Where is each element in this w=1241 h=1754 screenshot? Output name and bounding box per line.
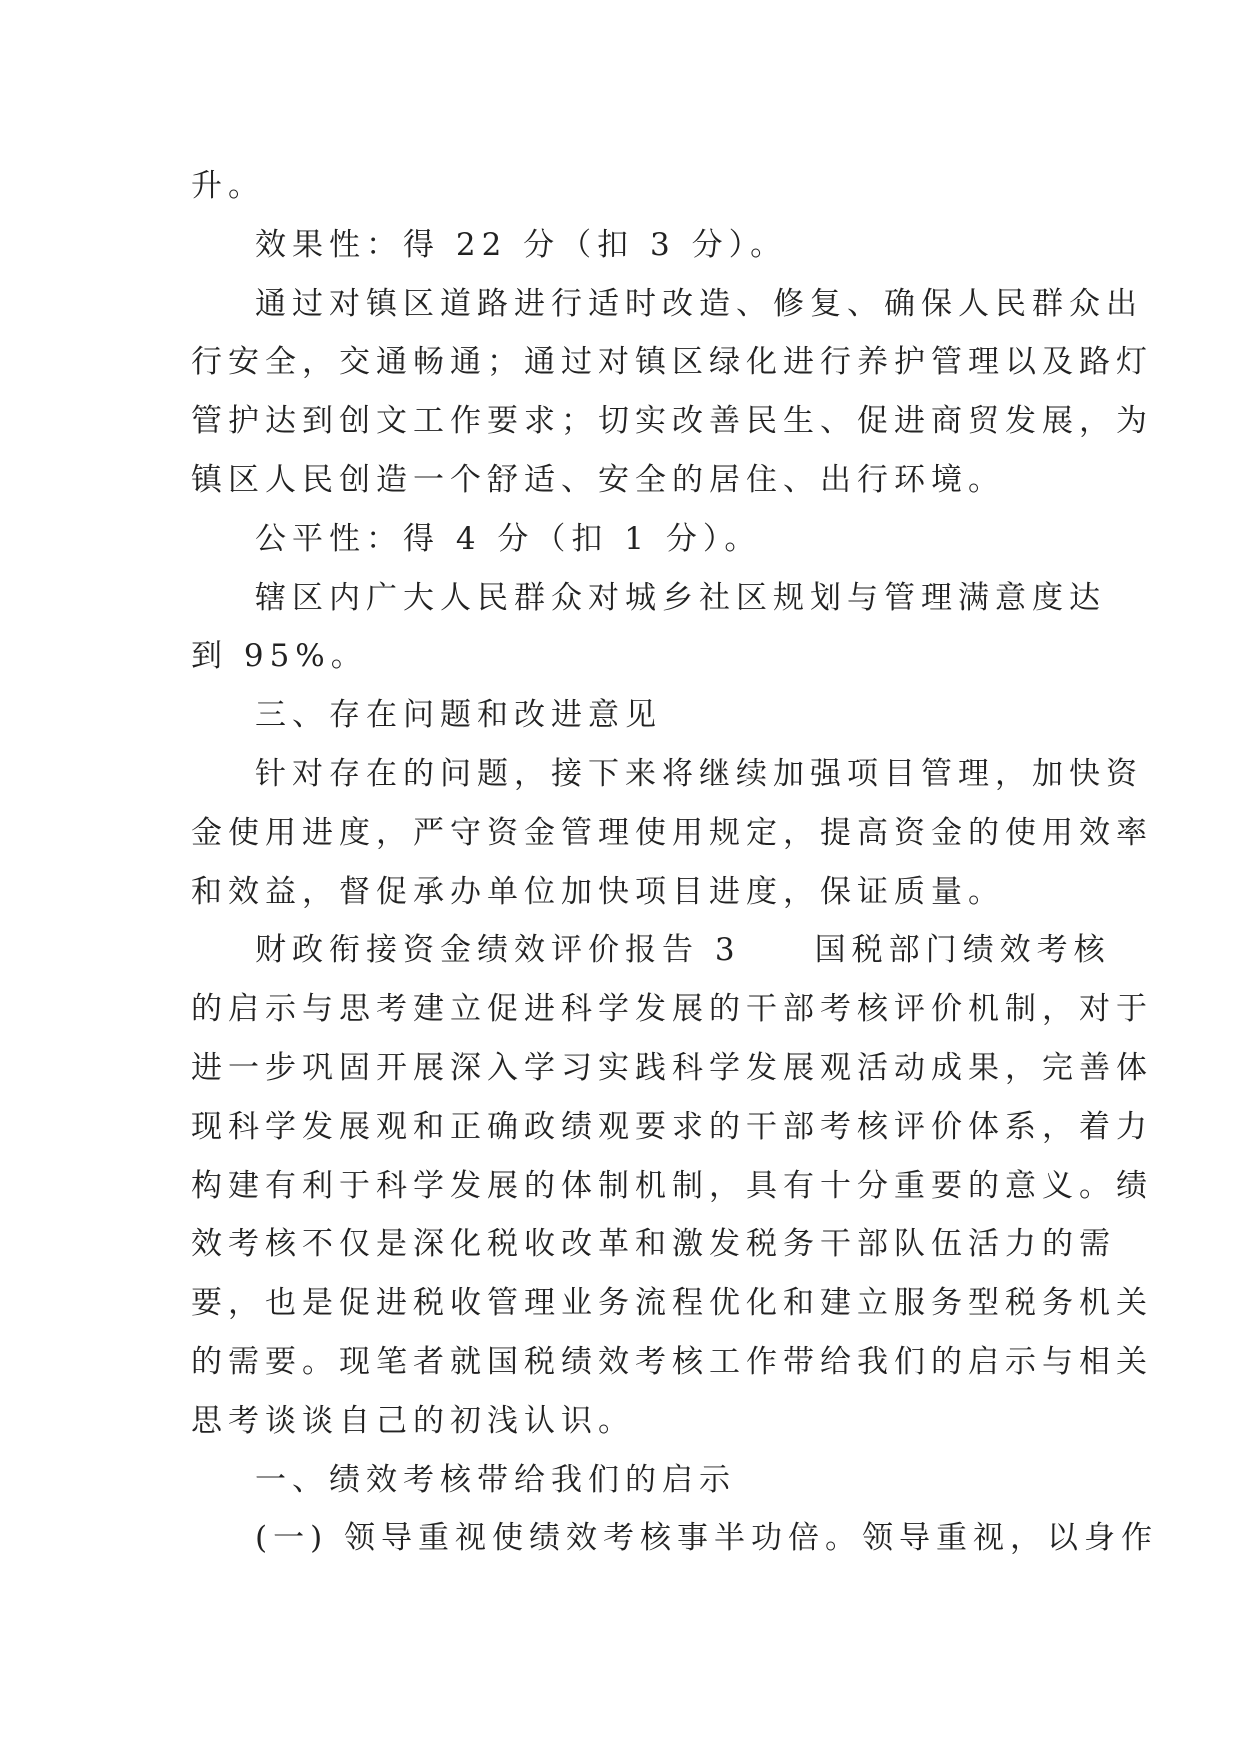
text-line: 管护达到创文工作要求；切实改善民生、促进商贸发展，为 bbox=[191, 403, 1153, 440]
text-line: 三、存在问题和改进意见 bbox=[255, 697, 662, 734]
text-line: (一) 领导重视使绩效考核事半功倍。领导重视，以身作 bbox=[255, 1520, 1159, 1557]
text-line: 的需要。现笔者就国税绩效考核工作带给我们的启示与相关 bbox=[191, 1343, 1153, 1380]
text-line: 辖区内广大人民群众对城乡社区规划与管理满意度达 bbox=[255, 579, 1106, 616]
text-line: 升。 bbox=[191, 168, 265, 204]
text-line: 要，也是促进税收管理业务流程优化和建立服务型税务机关 bbox=[191, 1285, 1153, 1322]
text-line: 思考谈谈自己的初浅认识。 bbox=[191, 1402, 635, 1439]
text-line: 的启示与思考建立促进科学发展的干部考核评价机制，对于 bbox=[191, 991, 1153, 1028]
text-line: 通过对镇区道路进行适时改造、修复、确保人民群众出 bbox=[255, 285, 1143, 322]
document-body bbox=[191, 157, 1159, 1568]
text-line: 公平性：得 4 分（扣 1 分）。 bbox=[255, 520, 762, 557]
text-line: 金使用进度，严守资金管理使用规定，提高资金的使用效率 bbox=[191, 814, 1153, 851]
text-line: 效果性：得 22 分（扣 3 分）。 bbox=[255, 226, 788, 263]
text-line: 财政衔接资金绩效评价报告 3 国税部门绩效考核 bbox=[255, 932, 1111, 969]
text-line: 到 95%。 bbox=[191, 638, 368, 675]
text-line: 构建有利于科学发展的体制机制，具有十分重要的意义。绩 bbox=[191, 1167, 1153, 1204]
text-line: 现科学发展观和正确政绩观要求的干部考核评价体系，着力 bbox=[191, 1108, 1153, 1145]
text-line: 镇区人民创造一个舒适、安全的居住、出行环境。 bbox=[191, 461, 1005, 498]
text-line: 和效益，督促承办单位加快项目进度，保证质量。 bbox=[191, 873, 1005, 910]
text-line: 效考核不仅是深化税收改革和激发税务干部队伍活力的需 bbox=[191, 1226, 1116, 1263]
text-line: 行安全，交通畅通；通过对镇区绿化进行养护管理以及路灯 bbox=[191, 344, 1153, 381]
text-line: 针对存在的问题，接下来将继续加强项目管理，加快资 bbox=[255, 755, 1143, 792]
text-line: 一、绩效考核带给我们的启示 bbox=[255, 1461, 736, 1498]
text-line: 进一步巩固开展深入学习实践科学发展观活动成果，完善体 bbox=[191, 1049, 1153, 1086]
